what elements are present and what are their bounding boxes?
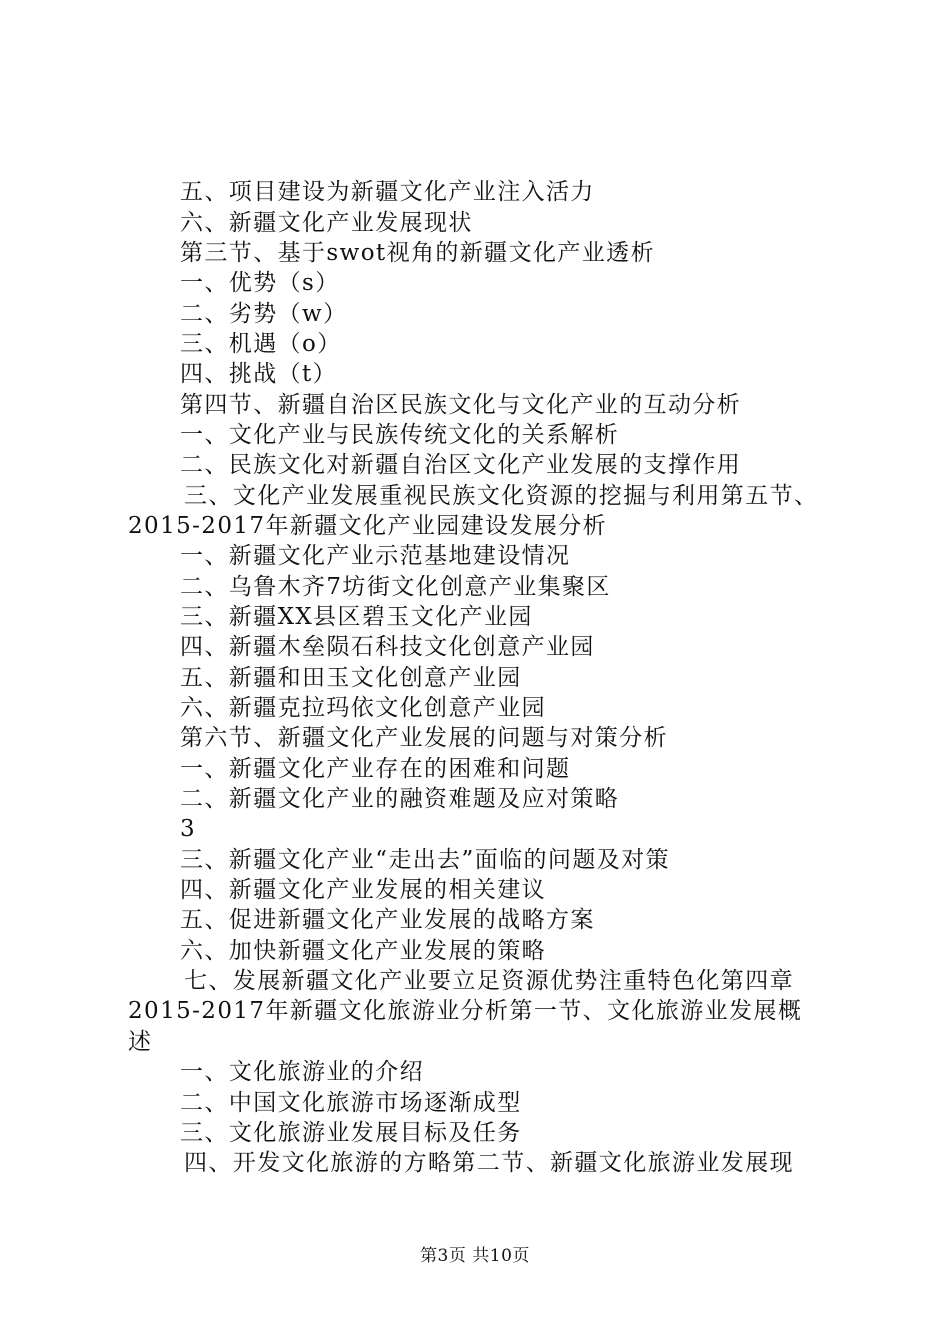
text-line: 六、新疆克拉玛依文化创意产业园 <box>180 695 546 721</box>
section-heading: 第四节、新疆自治区民族文化与文化产业的互动分析 <box>180 392 742 418</box>
text-line: 二、中国文化旅游市场逐渐成型 <box>180 1090 522 1116</box>
text-line: 二、新疆文化产业的融资难题及应对策略 <box>180 786 620 812</box>
text-line: 三、文化旅游业发展目标及任务 <box>180 1120 522 1146</box>
text-line: 六、新疆文化产业发展现状 <box>180 210 473 236</box>
text-line: 一、优势（s） <box>180 270 340 296</box>
text-line: 三、新疆文化产业“走出去”面临的问题及对策 <box>180 847 670 873</box>
section-heading: 第三节、基于swot视角的新疆文化产业透析 <box>180 240 655 266</box>
text-line: 2015-2017年新疆文化产业园建设发展分析 <box>128 513 608 539</box>
text-line: 一、新疆文化产业存在的困难和问题 <box>180 756 571 782</box>
text-line: 五、项目建设为新疆文化产业注入活力 <box>180 179 595 205</box>
text-line: 四、新疆文化产业发展的相关建议 <box>180 877 546 903</box>
page-number-marker: 3 <box>180 816 197 842</box>
text-line: 一、新疆文化产业示范基地建设情况 <box>180 543 571 569</box>
text-line: 二、劣势（w） <box>180 301 348 327</box>
text-line: 三、机遇（o） <box>180 331 342 357</box>
text-line: 六、加快新疆文化产业发展的策略 <box>180 938 546 964</box>
text-line: 2015-2017年新疆文化旅游业分析第一节、文化旅游业发展概 <box>128 998 803 1024</box>
text-line: 四、挑战（t） <box>180 361 338 387</box>
page-footer: 第3页 共10页 <box>420 1246 530 1266</box>
text-line: 述 <box>128 1029 153 1055</box>
text-line: 一、文化旅游业的介绍 <box>180 1059 424 1085</box>
section-heading: 第六节、新疆文化产业发展的问题与对策分析 <box>180 725 668 751</box>
text-line: 二、乌鲁木齐7坊街文化创意产业集聚区 <box>180 574 611 600</box>
text-line: 二、民族文化对新疆自治区文化产业发展的支撑作用 <box>180 452 742 478</box>
text-line: 一、文化产业与民族传统文化的关系解析 <box>180 422 620 448</box>
text-line: 五、促进新疆文化产业发展的战略方案 <box>180 907 595 933</box>
text-line: 五、新疆和田玉文化创意产业园 <box>180 665 522 691</box>
text-line: 三、新疆XX县区碧玉文化产业园 <box>180 604 533 630</box>
text-line: 三、文化产业发展重视民族文化资源的挖掘与利用第五节、 <box>184 483 819 509</box>
text-line: 四、开发文化旅游的方略第二节、新疆文化旅游业发展现 <box>184 1150 794 1176</box>
text-line: 四、新疆木垒陨石科技文化创意产业园 <box>180 634 595 660</box>
text-line: 七、发展新疆文化产业要立足资源优势注重特色化第四章 <box>184 968 794 994</box>
